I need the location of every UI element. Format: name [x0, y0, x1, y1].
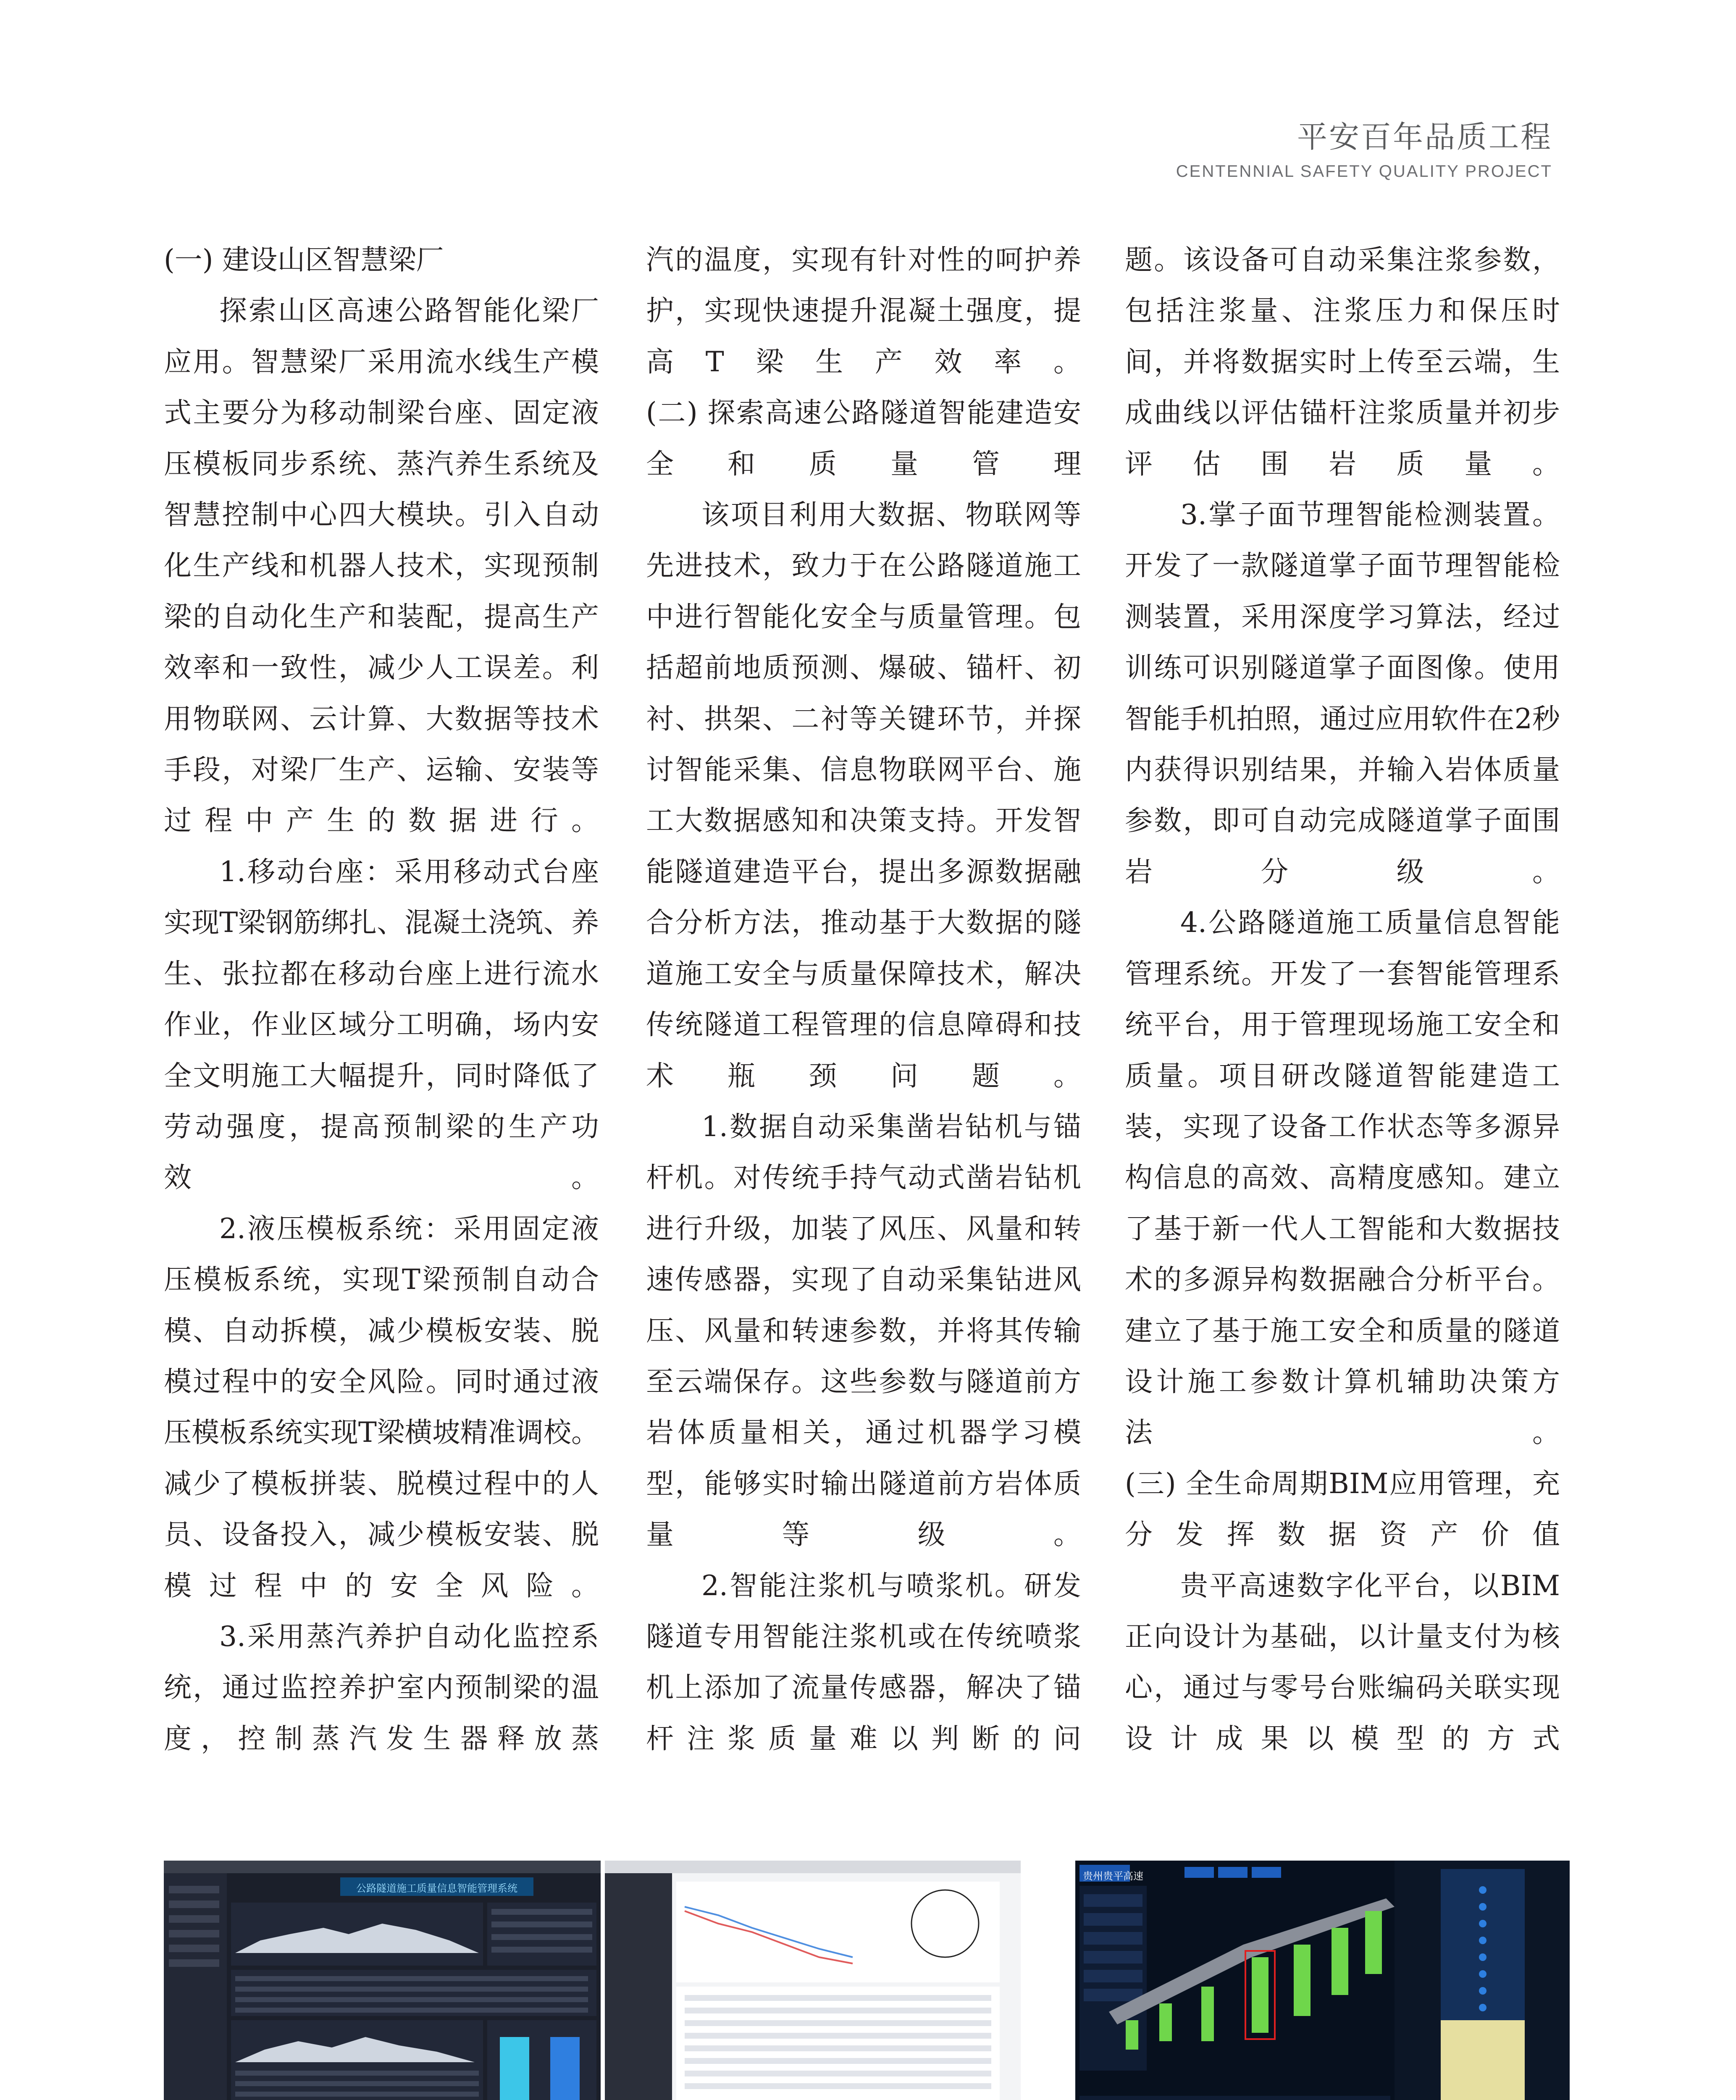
- dashboard-illustration: [164, 1861, 1021, 2100]
- dashboard-title: 公路隧道施工质量信息智能管理系统: [356, 1882, 517, 1894]
- bim-brand: 贵州贵平高速: [1083, 1870, 1143, 1882]
- paragraph: 该项目利用大数据、物联网等先进技术，致力于在公路隧道施工中进行智能化安全与质量管理。包括超前地质预测、爆破、锚杆、初衬、拱架、二衬等关键环节，并探讨智能采集、信息物联网平台、施工大数据感知和决策支持。开发智能隧道建造平台，提出多源数据融合分析方法，推动基于大数据的隧道施工安全与质量保障技术，解决传统隧道工程管理的信息障碍和技术瓶颈问题。: [646, 499, 1081, 1092]
- bim-illustration: [1075, 1861, 1570, 2100]
- section-heading: (三) 全生命周期BIM应用管理，充分发挥数据资产价值: [1125, 1467, 1560, 1551]
- quality-system-screenshot: [164, 1861, 1021, 2100]
- paragraph: 2.智能注浆机与喷浆机。研发隧道专用智能注浆机或在传统喷浆机上添加了流量传感器，解决了锚杆注浆质量难以判断的问: [646, 1569, 1081, 1755]
- section-heading: (一) 建设山区智慧梁厂: [164, 244, 444, 276]
- section-heading: (二) 探索高速公路隧道智能建造安全和质量管理: [646, 396, 1081, 480]
- paragraph: 3.采用蒸汽养护自动化监控系统，通过监控养护室内预制梁的温度，控制蒸汽发生器释放蒸: [164, 1620, 599, 1755]
- paragraph: 3.掌子面节理智能检测装置。开发了一款隧道掌子面节理智能检测装置，采用深度学习算法，经过训练可识别隧道掌子面图像。使用智能手机拍照，通过应用软件在2秒内获得识别结果，并输入岩体质量参数，即可自动完成隧道掌子面围岩分级。: [1125, 499, 1560, 888]
- text-column-3: [1125, 234, 1560, 1764]
- paragraph: 探索山区高速公路智能化梁厂应用。智慧梁厂采用流水线生产模式主要分为移动制梁台座、固定液压模板同步系统、蒸汽养生系统及智慧控制中心四大模块。引入自动化生产线和机器人技术，实现预制梁的自动化生产和装配，提高生产效率和一致性，减少人工误差。利用物联网、云计算、大数据等技术手段，对梁厂生产、运输、安装等过程中产生的数据进行。: [164, 294, 599, 837]
- paragraph: 1.数据自动采集凿岩钻机与锚杆机。对传统手持气动式凿岩钻机进行升级，加装了风压、风量和转速传感器，实现了自动采集钻进风压、风量和转速参数，并将其传输至云端保存。这些参数与隧道前方岩体质量相关，通过机器学习模型，能够实时输出隧道前方岩体质量等级。: [646, 1110, 1081, 1551]
- header-subtitle: CENTENNIAL SAFETY QUALITY PROJECT: [1176, 162, 1552, 181]
- paragraph: 2.液压模板系统：采用固定液压模板系统，实现T梁预制自动合模、自动拆模，减少模板安装、脱模过程中的安全风险。同时通过液压模板系统实现T梁横坡精准调校。减少了模板拼装、脱模过程中的人员、设备投入，减少模板安装、脱模过程中的安全风险。: [164, 1212, 599, 1602]
- paragraph: 题。该设备可自动采集注浆参数，包括注浆量、注浆压力和保压时间，并将数据实时上传至云端，生成曲线以评估锚杆注浆质量并初步评估围岩质量。: [1125, 244, 1560, 480]
- paragraph: 贵平高速数字化平台，以BIM正向设计为基础，以计量支付为核心，通过与零号台账编码关联实现设计成果以模型的方式: [1125, 1569, 1560, 1755]
- paragraph: 汽的温度，实现有针对性的呵护养护，实现快速提升混凝土强度，提高T梁生产效率。: [646, 244, 1081, 378]
- text-column-2: [646, 234, 1081, 1764]
- header-title: 平安百年品质工程: [1297, 119, 1552, 155]
- text-column-1: [164, 234, 599, 1764]
- paragraph: 4.公路隧道施工质量信息智能管理系统。开发了一套智能管理系统平台，用于管理现场施工安全和质量。项目研改隧道智能建造工装，实现了设备工作状态等多源异构信息的高效、高精度感知。建立了基于新一代人工智能和大数据技术的多源异构数据融合分析平台。建立了基于施工安全和质量的隧道设计施工参数计算机辅助决策方法。: [1125, 906, 1560, 1449]
- paragraph: 1.移动台座：采用移动式台座实现T梁钢筋绑扎、混凝土浇筑、养生、张拉都在移动台座上进行流水作业，作业区域分工明确，场内安全文明施工大幅提升，同时降低了劳动强度，提高预制梁的生产功效。: [164, 855, 599, 1194]
- bim-progress-screenshot: [1075, 1861, 1570, 2100]
